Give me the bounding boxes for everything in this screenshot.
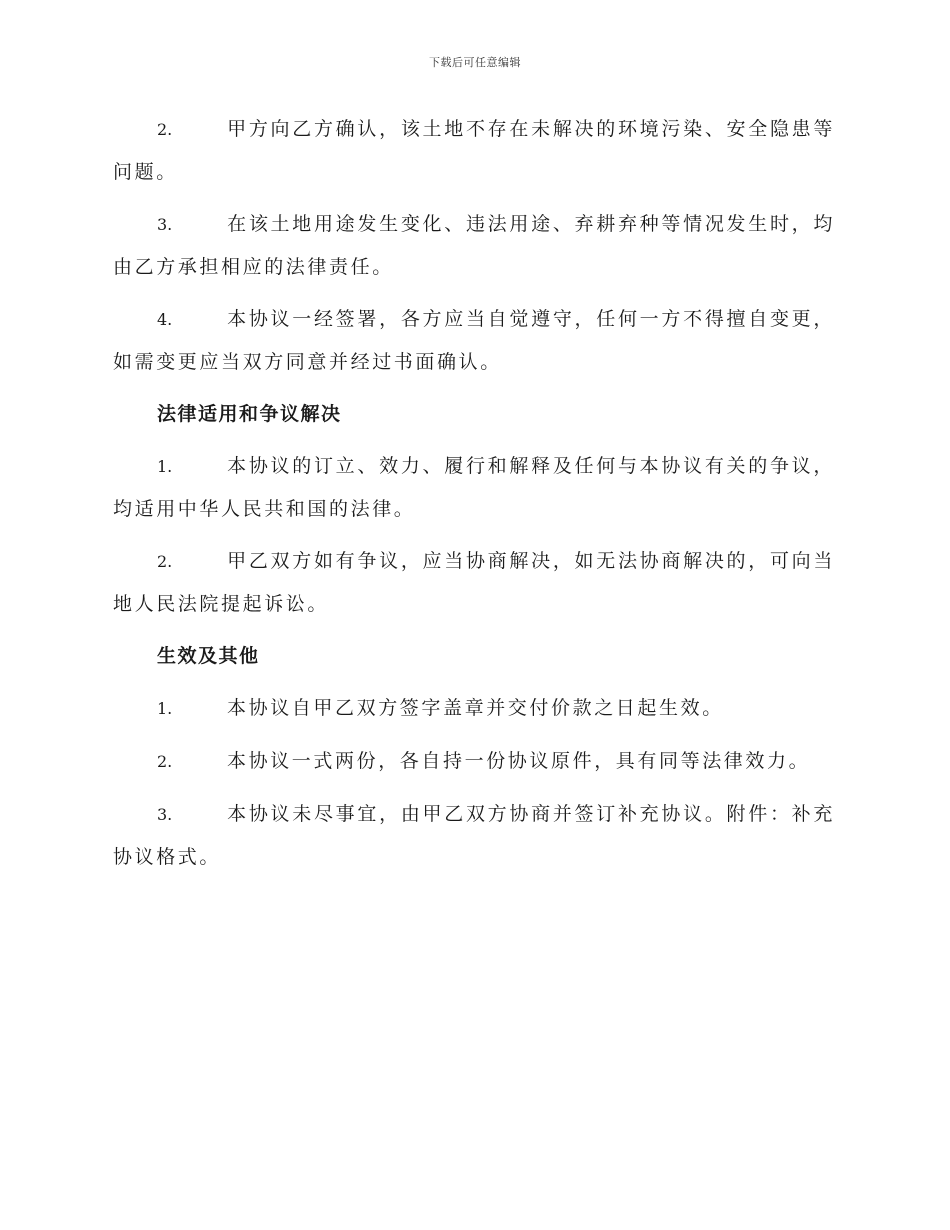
- item-text: 本协议自甲乙双方签字盖章并交付价款之日起生效。: [227, 697, 724, 719]
- item-number: 3.: [157, 805, 173, 824]
- item-number: 2.: [157, 752, 173, 771]
- item-number: 2.: [157, 552, 173, 571]
- list-item: [113, 540, 835, 625]
- item-text: 在该土地用途发生变化、违法用途、弃耕弃种等情况发生时，均由乙方承担相应的法律责任。: [113, 213, 835, 278]
- item-number: 3.: [157, 215, 173, 234]
- item-text: 本协议一经签署，各方应当自觉遵守，任何一方不得擅自变更，如需变更应当双方同意并经过书面确认。: [113, 308, 835, 373]
- item-number: 4.: [157, 310, 173, 329]
- item-text: 甲方向乙方确认，该土地不存在未解决的环境污染、安全隐患等问题。: [113, 118, 835, 183]
- item-number: 1.: [157, 699, 173, 718]
- document-body: [113, 108, 835, 888]
- list-item: [113, 203, 835, 288]
- section-heading-effect: 生效及其他: [157, 645, 260, 667]
- list-item: [113, 793, 835, 878]
- item-text: 甲乙双方如有争议，应当协商解决，如无法协商解决的，可向当地人民法院提起诉讼。: [113, 550, 835, 615]
- item-number: 2.: [157, 120, 173, 139]
- item-number: 1.: [157, 457, 173, 476]
- list-item: [113, 740, 835, 783]
- item-text: 本协议的订立、效力、履行和解释及任何与本协议有关的争议，均适用中华人民共和国的法律。: [113, 455, 835, 520]
- list-item: [113, 298, 835, 383]
- item-text: 本协议一式两份，各自持一份协议原件，具有同等法律效力。: [227, 750, 811, 772]
- list-item: [113, 445, 835, 530]
- page-header: 下载后可任意编辑: [429, 56, 521, 69]
- section-heading-law: 法律适用和争议解决: [157, 403, 342, 425]
- list-item: [113, 108, 835, 193]
- list-item: [113, 687, 835, 730]
- item-text: 本协议未尽事宜，由甲乙双方协商并签订补充协议。附件：补充协议格式。: [113, 803, 835, 868]
